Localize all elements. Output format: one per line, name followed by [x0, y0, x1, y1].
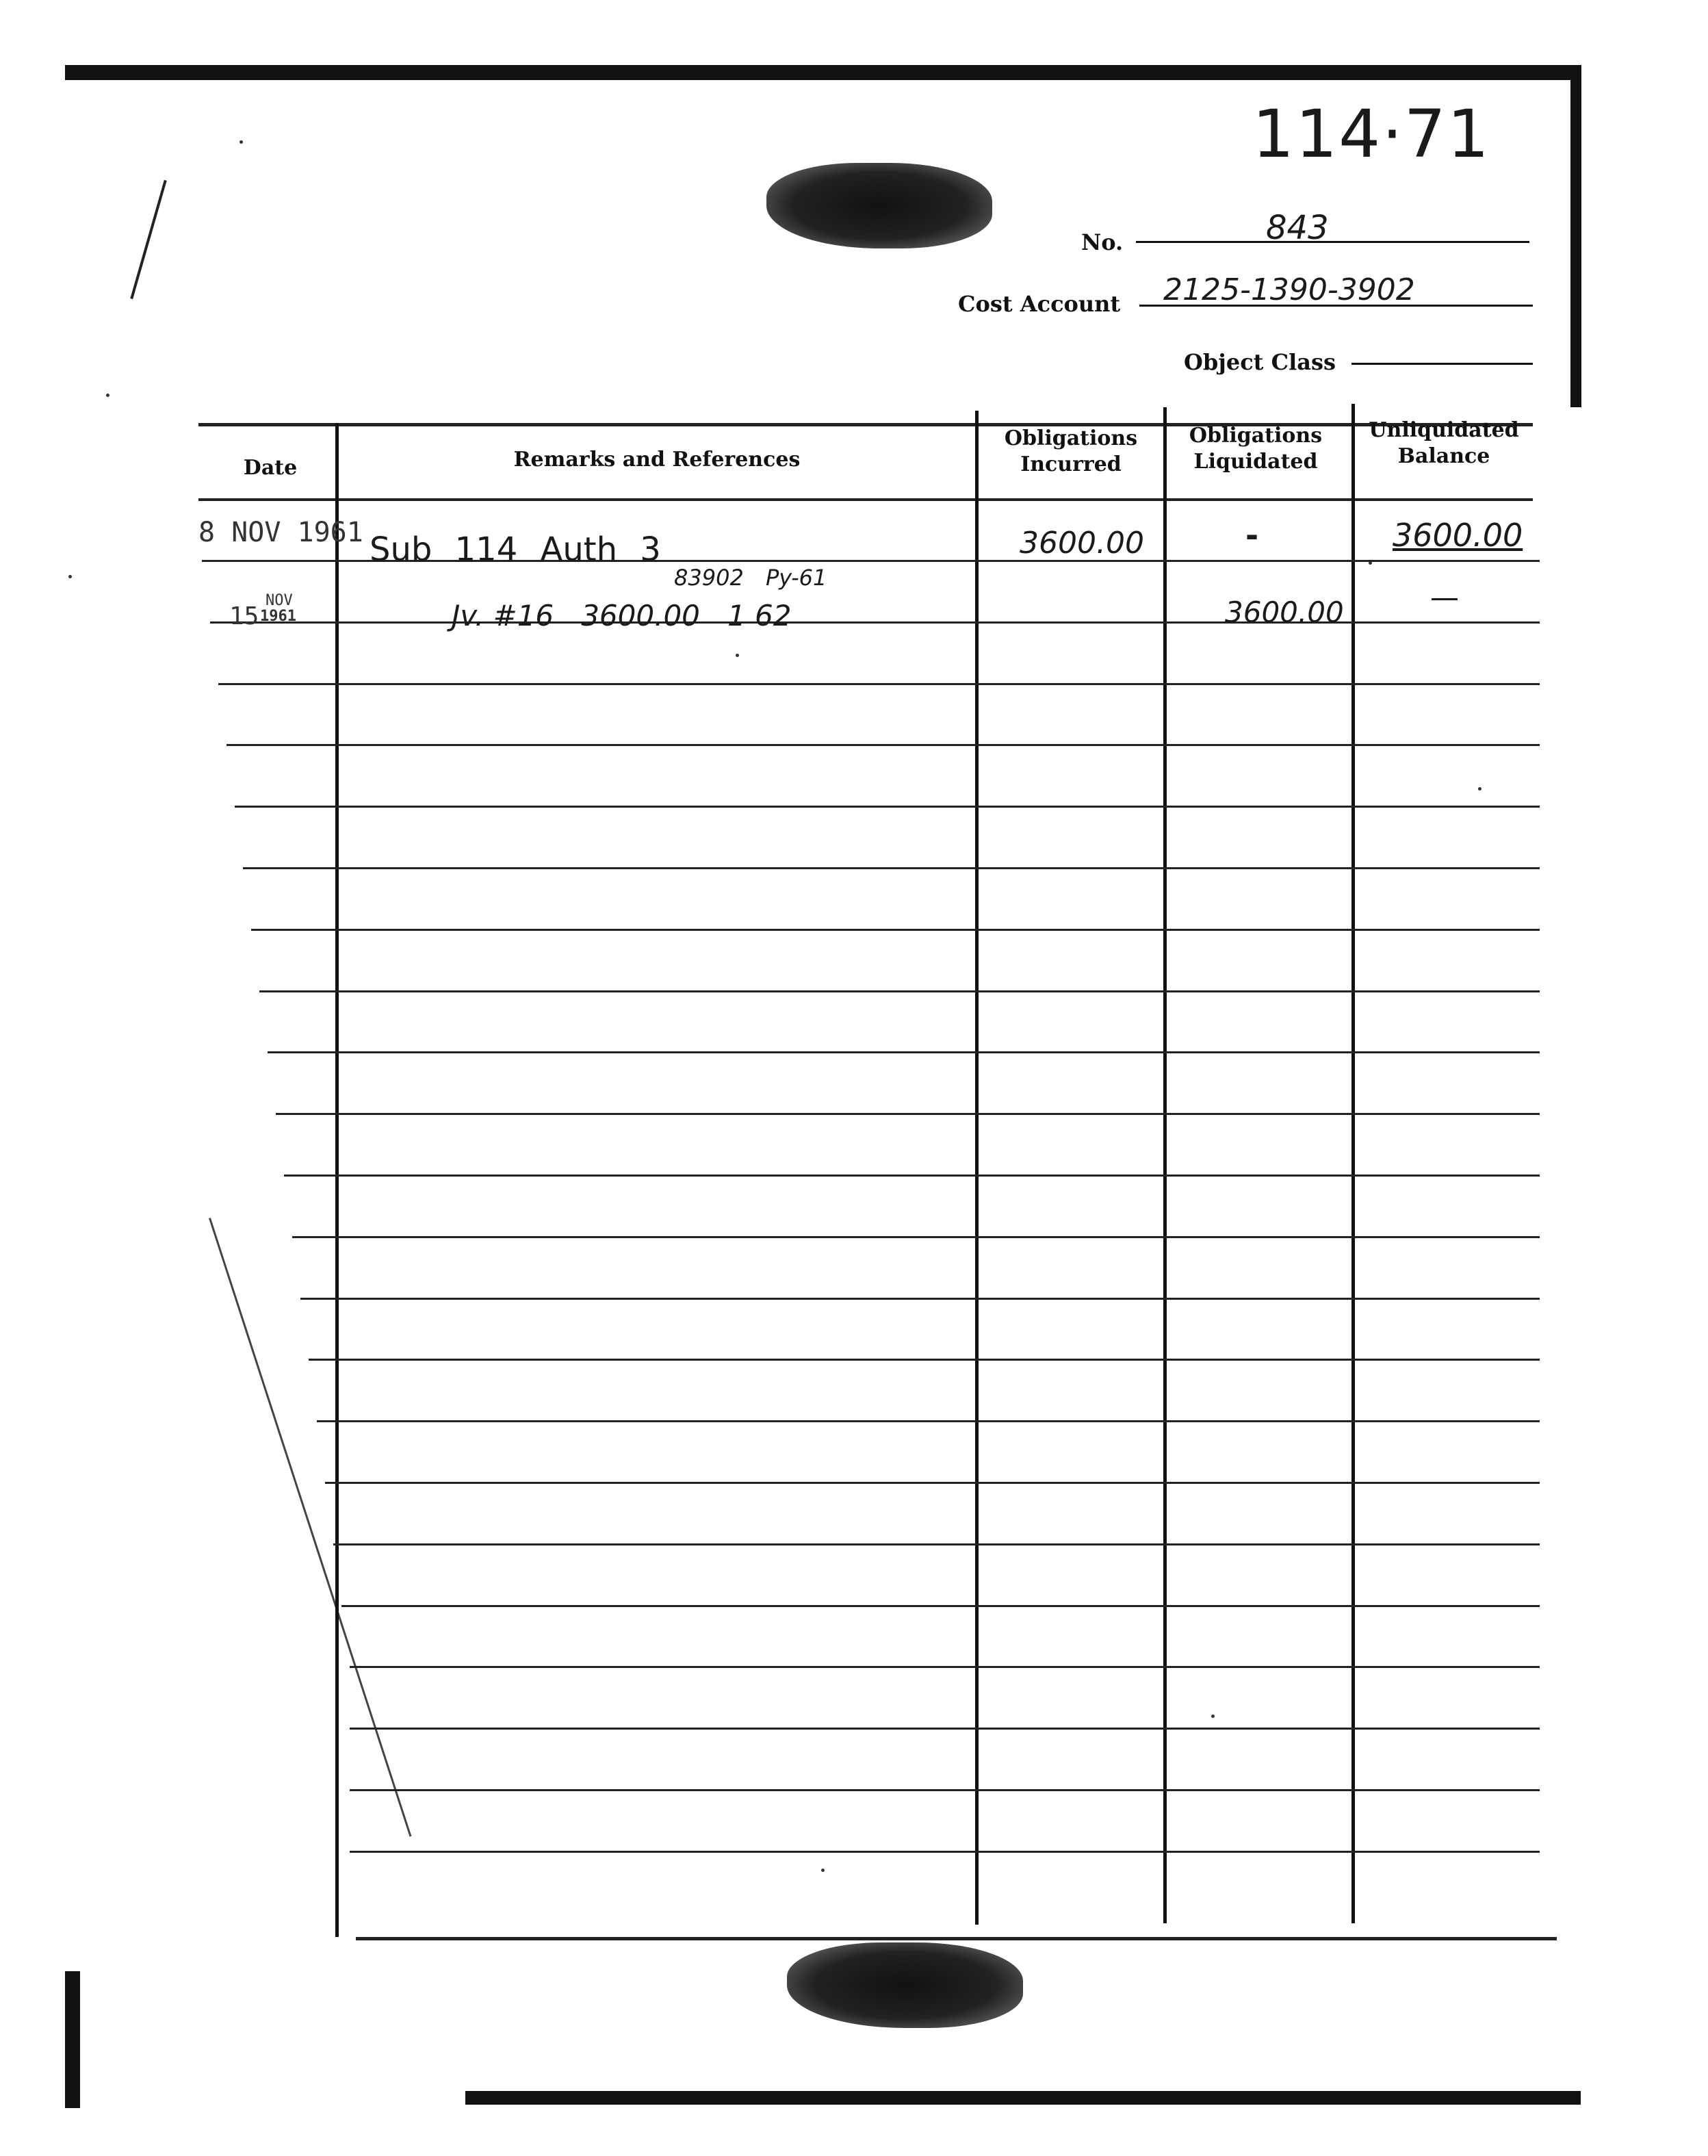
number-underline: [1136, 241, 1529, 243]
row1-obligations-liquidated: -: [1245, 517, 1259, 554]
file-reference-number: 114·71: [1252, 96, 1490, 172]
table-row-rule: [243, 867, 1540, 869]
column-header-remarks: Remarks and References: [513, 448, 801, 472]
scan-mark-left-slash: [130, 180, 166, 299]
table-row-rule: [309, 1359, 1540, 1361]
table-row-rule: [227, 744, 1540, 746]
number-label: No.: [1081, 229, 1124, 255]
redaction-mark-top: [766, 163, 992, 248]
left-scan-border: [65, 1971, 80, 2108]
table-row-rule: [333, 1543, 1540, 1545]
column-header-obligations-incurred: Obligations Incurred: [1004, 426, 1138, 476]
table-row-rule: [292, 1236, 1540, 1238]
row2-remarks-note: 83902 Py-61: [674, 565, 827, 591]
bottom-scan-border: [465, 2091, 1581, 2105]
table-header-rule: [198, 498, 1533, 501]
table-row-rule: [341, 1605, 1540, 1607]
row1-date-stamp: 8 NOV 1961: [198, 517, 363, 548]
cost-account-value: 2125-1390-3902: [1163, 272, 1415, 307]
row2-unliquidated-balance: —: [1430, 580, 1459, 614]
column-header-unliquidated-balance: Unliquidated Balance: [1369, 418, 1519, 468]
number-value: 843: [1266, 209, 1329, 247]
table-row-rule: [317, 1420, 1540, 1422]
column-divider-liquidated: [1351, 404, 1355, 1923]
table-row-rule: [251, 929, 1540, 931]
top-scan-border: [65, 65, 1581, 80]
table-row-rule: [350, 1851, 1540, 1853]
row2-date-day: 15: [229, 602, 259, 630]
row1-obligations-incurred: 3600.00: [1020, 526, 1144, 561]
row2-obligations-liquidated: 3600.00: [1225, 595, 1344, 629]
row2-date-year: 1961: [260, 608, 296, 625]
table-row-rule: [235, 806, 1540, 808]
table-row-rule: [350, 1728, 1540, 1730]
table-row-rule: [276, 1113, 1540, 1115]
table-bottom-rule: [356, 1937, 1557, 1940]
table-row-rule: [350, 1789, 1540, 1791]
table-row-rule: [268, 1051, 1540, 1053]
table-row-rule: [325, 1482, 1540, 1484]
object-class-label: Object Class: [1184, 349, 1336, 375]
right-scan-border: [1570, 65, 1581, 407]
row2-remarks: Jv. #16 3600.00 1 62: [452, 599, 792, 632]
table-row-rule: [300, 1298, 1540, 1300]
table-row-rule: [284, 1175, 1540, 1177]
column-divider-incurred: [1163, 407, 1167, 1923]
column-divider-remarks: [975, 411, 979, 1925]
column-header-date: Date: [243, 456, 298, 480]
column-divider-date: [335, 423, 339, 1937]
row1-unliquidated-balance: 3600.00: [1393, 517, 1523, 554]
column-header-obligations-liquidated: Obligations Liquidated: [1189, 424, 1323, 474]
cost-account-label: Cost Account: [958, 291, 1121, 317]
redaction-mark-bottom: [787, 1942, 1023, 2028]
table-top-rule: [198, 423, 1533, 426]
scan-mark-torn-edge: [209, 1218, 411, 1836]
table-row-rule: [218, 683, 1540, 685]
row1-remarks: Sub 114 Auth 3: [370, 530, 661, 569]
object-class-underline: [1351, 363, 1533, 365]
table-row-rule: [350, 1666, 1540, 1668]
row2-date-month: NOV: [266, 592, 293, 609]
table-row-rule: [259, 990, 1540, 992]
